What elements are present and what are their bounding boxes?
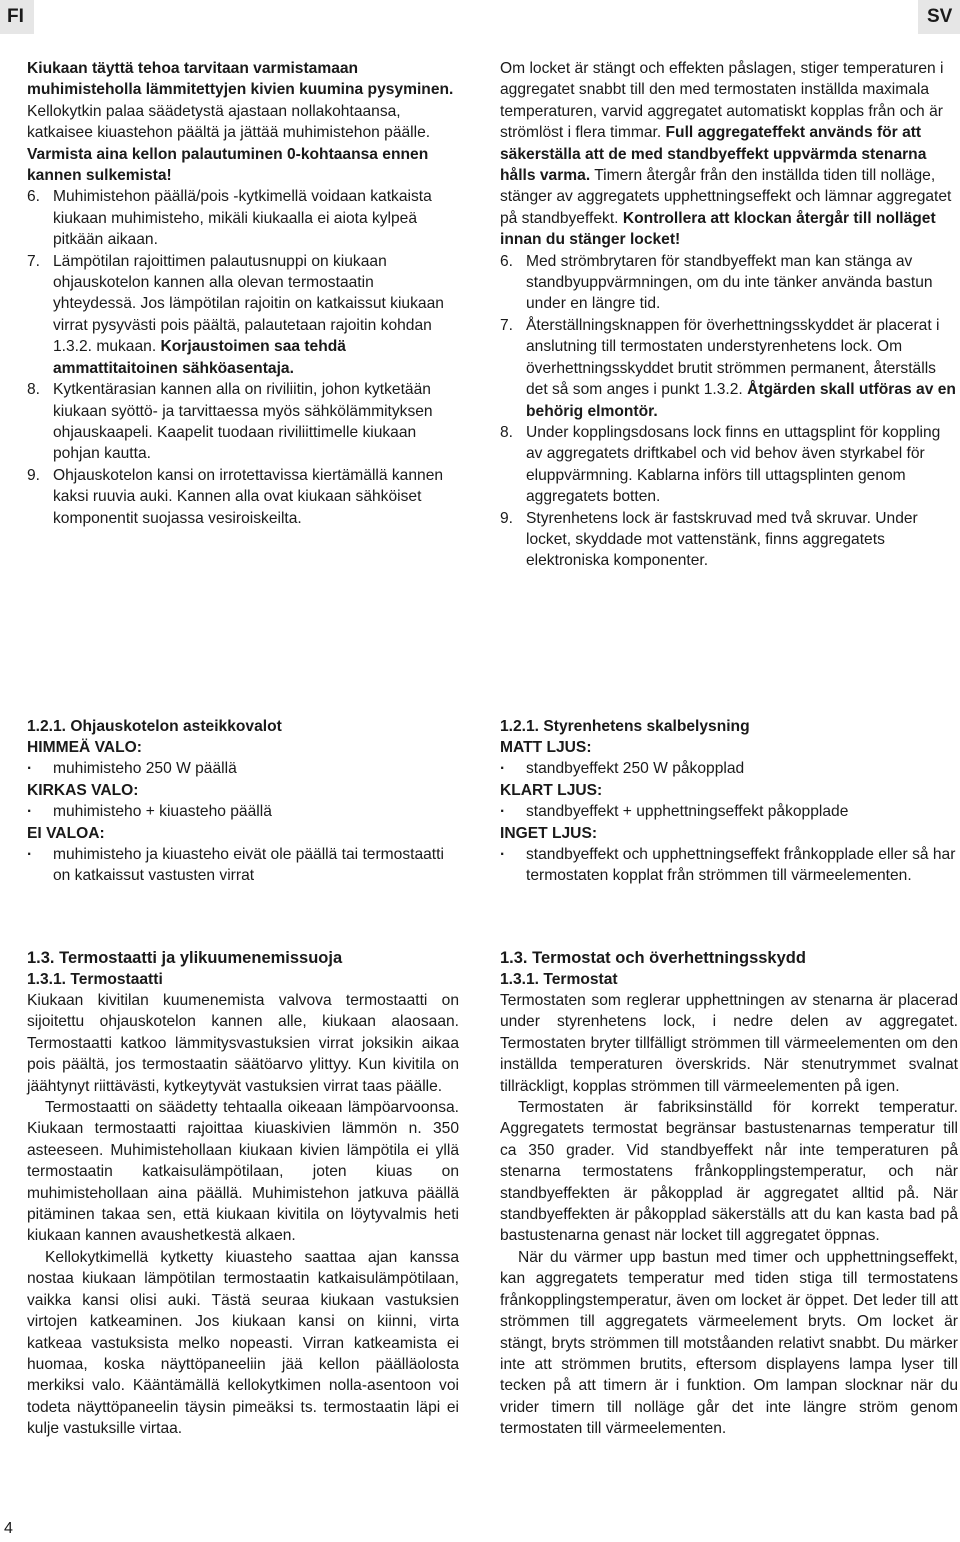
fi-list-item-6: [27, 186, 459, 250]
sv-section-13: [500, 948, 958, 1440]
fi-item-number: 8.: [27, 381, 41, 399]
fi-item-number: 7.: [27, 252, 41, 270]
sv-top-block: [500, 58, 958, 572]
fi-item-bold: Korjaustoimen saa tehdä ammattitaitoinen sähköasentaja.: [53, 338, 346, 377]
fi-item-number: 9.: [27, 466, 41, 484]
sv-bright-label: KLART LJUS:: [500, 781, 603, 799]
fi-section-121-title: 1.2.1. Ohjauskotelon asteikkovalot: [27, 718, 282, 735]
sv-item-text: Styrenhetens lock är fastskruvad med två skruvar. Under locket, skyddade mot vattenstänk, finns aggregatets elektroniska komponenter.: [526, 509, 918, 570]
fi-top-block: [27, 58, 459, 529]
sv-section-121-title: 1.2.1. Styrenhetens skalbelysning: [500, 718, 750, 735]
sv-none-item: · standbyeffekt och upphettningseffekt frånkopplade eller så har termostaten kopplat från strömmen till värmeelementen.: [500, 844, 958, 887]
sv-dim-label: MATT LJUS:: [500, 739, 592, 756]
sv-paragraph-3: När du värmer upp bastun med timer och upphettningseffekt, kan aggregatets temperatur med tiden stiga till termostatens frånkopplingstemperatur, även om locket är öppet. Det leder till att strömmen till aggregatets värmeelement bryts. Om locket är stängt, bryts strömmen till motståanden relativt snabbt. Du märker inte att strömmen brutits, eftersom displayens lampa lyser till tecken på att timern är i funktion. Om lampan slocknar när du vrider timern till nolläge går det inte längre ström genom termostaten till värmeelementen.: [500, 1248, 958, 1438]
sv-intro-bold-2: Kontrollera att klockan återgår till nolläget innan du stänger locket!: [500, 209, 936, 249]
fi-paragraph-1: Kiukaan kivitilan kuumenemista valvova termostaatti on sijoitettu ohjauskotelon kannen alle, kiukaan alaosaan. Termostaatti katkoo lämmitysvastuksien virrat joksikin aikaa pois päältä, jos termostaatin säätöarvo ylittyy. Kun kivitila on jäähtynyt riittävästi, kytkeytyvät vastuksien virrat taas päälle.: [27, 992, 459, 1095]
sv-dim-item: · standbyeffekt 250 W påkopplad: [500, 758, 958, 779]
language-tab-fi: FI: [0, 0, 34, 34]
fi-section-13: [27, 948, 459, 1440]
fi-section-131-title: 1.3.1. Termostaatti: [27, 971, 163, 988]
fi-paragraph-3: Kellokytkimellä kytketty kiuasteho saattaa ajan kanssa nostaa kiukaan lämpötilan termostaatin katkaisulämpötilaan, vaikka kansi olisi auki. Tästä seuraa kiukaan vastuksien virtojen katkeaminen. Jos kiukaan kansi on kiinni, virta katkeaa vastuksista melko nopeasti. Virran katkeamista ei huomaa, koska näyttöpaneeliin jää kellon päälläolosta merkiksi valo. Kääntämällä kellokytkimen nolla-asentoon voi todeta näyttöpaneelin täysin pimeäksi ts. termostaatin läpi ei kulje vastuksille virtaa.: [27, 1248, 459, 1438]
sv-paragraph-2: Termostaten är fabriksinställd för korrekt temperatur. Aggregatets termostat begränsar bastustenarnas temperatur till ca 350 grader. Vid standbyeffekt når inte temperaturen på stenarna termostatens frånkopplingstemperatur, och när standbyeffekten är påkopplad är aggregatet alltid på. När standbyeffekten är påkopplad säkerställs att du kan kasta bad på bastustenarna genast när locket till aggregatet öppnas.: [500, 1099, 958, 1245]
sv-intro-text-2: Timern återgår från den inställda tiden till nolläge, stänger av aggregatets upphettningseffekt och lämnar aggregatet på standbyeffekt.: [500, 167, 952, 227]
fi-list-item-7: [27, 251, 459, 379]
sv-item-bold: Åtgärden skall utföras av en behörig elmontör.: [526, 381, 956, 420]
sv-section-121: [500, 716, 958, 887]
sv-item-text: Under kopplingsdosans lock finns en uttagsplint för koppling av aggregatets driftkabel och vid behov även styrkabel för eluppvärmning. Kablarna införs till uttagsplinten genom aggregatets botten.: [526, 423, 941, 506]
fi-list-item-8: [27, 379, 459, 465]
sv-item-text: Med strömbrytaren för standbyeffekt man kan stänga av standbyuppvärmningen, om du inte tänker använda bastun under en längre tid.: [526, 252, 933, 313]
fi-item-text: Kytkentärasian kannen alla on riviliitin, johon kytketään kiukaan syöttö- ja tarvittaessa myös sähkölämmityksen ohjauskaapeli. Kaapelit tuodaan riviliittimelle kiukaan pohjan kautta.: [53, 381, 433, 463]
sv-intro: [500, 58, 958, 251]
fi-intro-text-1: Kellokytkin palaa säädetystä ajastaan nollakohtaansa, katkaisee kiuastehon päältä ja jättää muhimistehon päälle.: [27, 102, 431, 142]
fi-dim-label: HIMMEÄ VALO:: [27, 739, 142, 756]
sv-bright-item: · standbyeffekt + upphettningseffekt påkopplade: [500, 801, 958, 822]
page-number: 4: [4, 1520, 13, 1537]
fi-none-item: · muhimisteho ja kiuasteho eivät ole päällä tai termostaatti on katkaissut vastusten virrat: [27, 844, 459, 887]
fi-item-text: Muhimistehon päällä/pois -kytkimellä voidaan katkaista kiukaan muhimisteho, mikäli kiukaalla ei aiota kylpeä pitkään aikaan.: [53, 188, 432, 249]
fi-none-label: EI VALOA:: [27, 824, 105, 842]
sv-intro-bold-1: Full aggregateffekt används för att säkerställa att de med standbyeffekt uppvärmda stenarna hålls varma.: [500, 124, 927, 185]
fi-bright-item: · muhimisteho + kiuasteho päällä: [27, 801, 459, 822]
sv-section-13-title: 1.3. Termostat och överhettningsskydd: [500, 949, 806, 967]
sv-item-text: Återställningsknappen för överhettningsskyddet är placerat i anslutning till termostaten understyrenhetens lock. Om överhettningsskyddet brutit strömmen permanent, återställs det så som anges i punkt 1.3.2.: [526, 316, 940, 399]
sv-none-label: INGET LJUS:: [500, 824, 598, 842]
sv-section-131-title: 1.3.1. Termostat: [500, 971, 618, 988]
sv-item-number: 6.: [500, 252, 514, 270]
fi-list-item-9: [27, 465, 459, 529]
fi-item-text: Lämpötilan rajoittimen palautusnuppi on kiukaan ohjauskotelon kannen alla olevan termostaatin yhteydessä. Jos lämpötilan rajoitin on katkaissut kiukaan virrat pysyvästi pois päältä, palautetaan rajoitin kohdan 1.3.2. mukaan.: [53, 252, 444, 356]
sv-item-number: 9.: [500, 509, 514, 527]
fi-dim-item: · muhimisteho 250 W päällä: [27, 758, 459, 779]
fi-section-121: [27, 716, 459, 887]
language-tab-sv: SV: [918, 0, 960, 34]
fi-item-text: Ohjauskotelon kansi on irrotettavissa kiertämällä kannen kaksi ruuvia auki. Kannen alla ovat kiukaan sähköiset komponentit suojassa vesiroiskeilta.: [53, 466, 444, 527]
fi-intro-bold-2: Varmista aina kellon palautuminen 0-kohtaansa ennen kannen sulkemista!: [27, 145, 429, 185]
sv-list-item-6: [500, 251, 958, 315]
sv-list-item-9: [500, 508, 958, 572]
sv-item-number: 7.: [500, 316, 514, 334]
fi-intro-bold-1: Kiukaan täyttä tehoa tarvitaan varmistamaan muhimisteholla lämmitettyjen kivien kuumina pysyminen.: [27, 60, 454, 99]
sv-list-item-7: [500, 315, 958, 422]
fi-intro: [27, 58, 459, 186]
sv-paragraph-1: Termostaten som reglerar upphettningen av stenarna är placerad under styrenhetens lock, i nedre delen av aggregatet. Termostaten bryter tillfälligt strömmen till värmeelementen om den inställda temperaturen överskrids. När stenutrymmet svalnat tillräckligt, kopplas strömmen till värmeelementen på igen.: [500, 992, 958, 1095]
sv-list-item-8: [500, 422, 958, 508]
fi-bright-label: KIRKAS VALO:: [27, 781, 139, 799]
fi-section-13-title: 1.3. Termostaatti ja ylikuumenemissuoja: [27, 949, 343, 967]
fi-item-number: 6.: [27, 188, 41, 206]
fi-paragraph-2: Termostaatti on säädetty tehtaalla oikeaan lämpöarvoonsa. Kiukaan termostaatti rajoittaa kiuaskivien lämmön n. 350 asteeseen. Muhimistehollaan kiukaan kivien lämpötila ei yllä termostaatin katkaisulämpötilaan, joten kiuas on muhimistehollaan aina päällä. Muhimistehon jatkuva päällä pitäminen takaa sen, että kiukaan kivitila on löytyvalmis heti kiukaan kannen avaushetkestä alkaen.: [27, 1099, 459, 1245]
sv-item-number: 8.: [500, 423, 514, 441]
sv-intro-text-1: Om locket är stängt och effekten påslagen, stiger temperaturen i aggregatet snabbt till den med termostaten inställda maximala temperaturen, varvid aggregatet automatiskt kopplas från och är strömlöst i flera timmar.: [500, 60, 944, 142]
